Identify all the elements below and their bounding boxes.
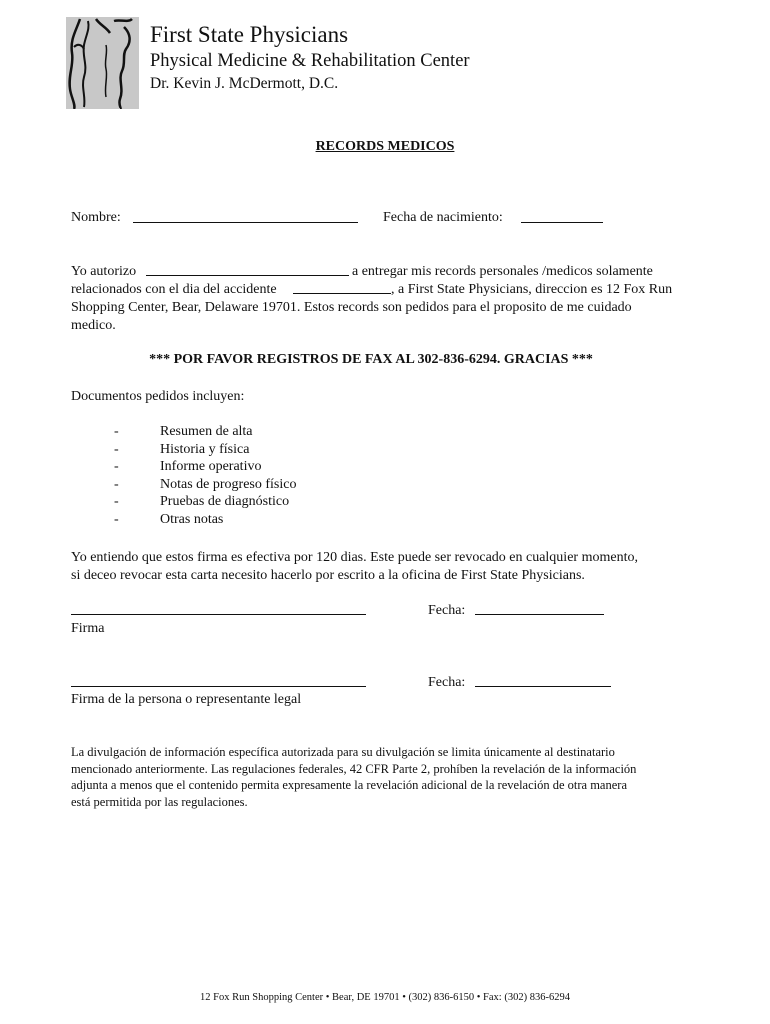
center-name: Physical Medicine & Rehabilitation Center [150, 51, 470, 71]
disclosure-line: La divulgación de información específica autorizada para su divulgación se limita únicamente al destinatario [71, 745, 615, 759]
dob-field[interactable] [521, 222, 603, 223]
document-title: RECORDS MEDICOS [315, 139, 455, 154]
signature-label: Firma [71, 621, 105, 636]
spine-figure-icon [66, 17, 139, 109]
disclosure-line: está permitida por las regulaciones. [71, 794, 248, 809]
disclosure-line: mencionado anteriormente. Las regulaciones federales, 42 CFR Parte 2, prohíben la revelación de la información [71, 761, 637, 776]
representative-signature-label: Firma de la persona o representante legal [71, 692, 302, 707]
authorize-text-end: a entregar mis records personales /medicos solamente [352, 264, 653, 279]
revocation-text: si deceo revocar esta carta necesito hacerlo por escrito a la oficina de First State Physicians. [71, 568, 585, 583]
documents-heading: Documentos pedidos incluyen: [71, 389, 245, 404]
authorize-text-start: Yo autorizo [71, 264, 137, 279]
fax-notice: *** POR FAVOR REGISTROS DE FAX AL 302-836-6294. GRACIAS *** [149, 352, 593, 367]
representative-date-field[interactable] [475, 686, 611, 687]
authorized-party-field[interactable] [146, 275, 349, 276]
practice-logo [66, 17, 139, 109]
accident-date-field[interactable] [293, 293, 391, 294]
footer-contact: 12 Fox Run Shopping Center • Bear, DE 19701 • (302) 836-6150 • Fax: (302) 836-6294 [200, 992, 570, 1003]
disclosure-notice [71, 744, 711, 810]
purpose-text: Shopping Center, Bear, Delaware 19701. Estos records son pedidos para el proposito de me cuidado [71, 300, 632, 315]
accident-text: relacionados con el dia del accidente [71, 282, 277, 297]
signature-date-label: Fecha: [428, 603, 466, 618]
name-label: Nombre: [71, 210, 121, 225]
representative-signature-field[interactable] [71, 686, 366, 687]
validity-text: Yo entiendo que estos firma es efectiva por 120 dias. Este puede ser revocado en cualquier momento, [71, 550, 638, 565]
signature-date-field[interactable] [475, 614, 604, 615]
name-field[interactable] [133, 222, 358, 223]
dob-label: Fecha de nacimiento: [383, 210, 503, 225]
signature-field[interactable] [71, 614, 366, 615]
disclosure-line: adjunta a menos que el contenido permita expresamente la revelación adicional de la revelación de otra manera [71, 778, 627, 793]
practice-name: First State Physicians [150, 22, 349, 47]
purpose-text-end: medico. [71, 318, 116, 333]
doctor-name: Dr. Kevin J. McDermott, D.C. [150, 75, 339, 92]
representative-date-label: Fecha: [428, 675, 466, 690]
address-text: , a First State Physicians, direccion es 12 Fox Run [391, 282, 673, 297]
